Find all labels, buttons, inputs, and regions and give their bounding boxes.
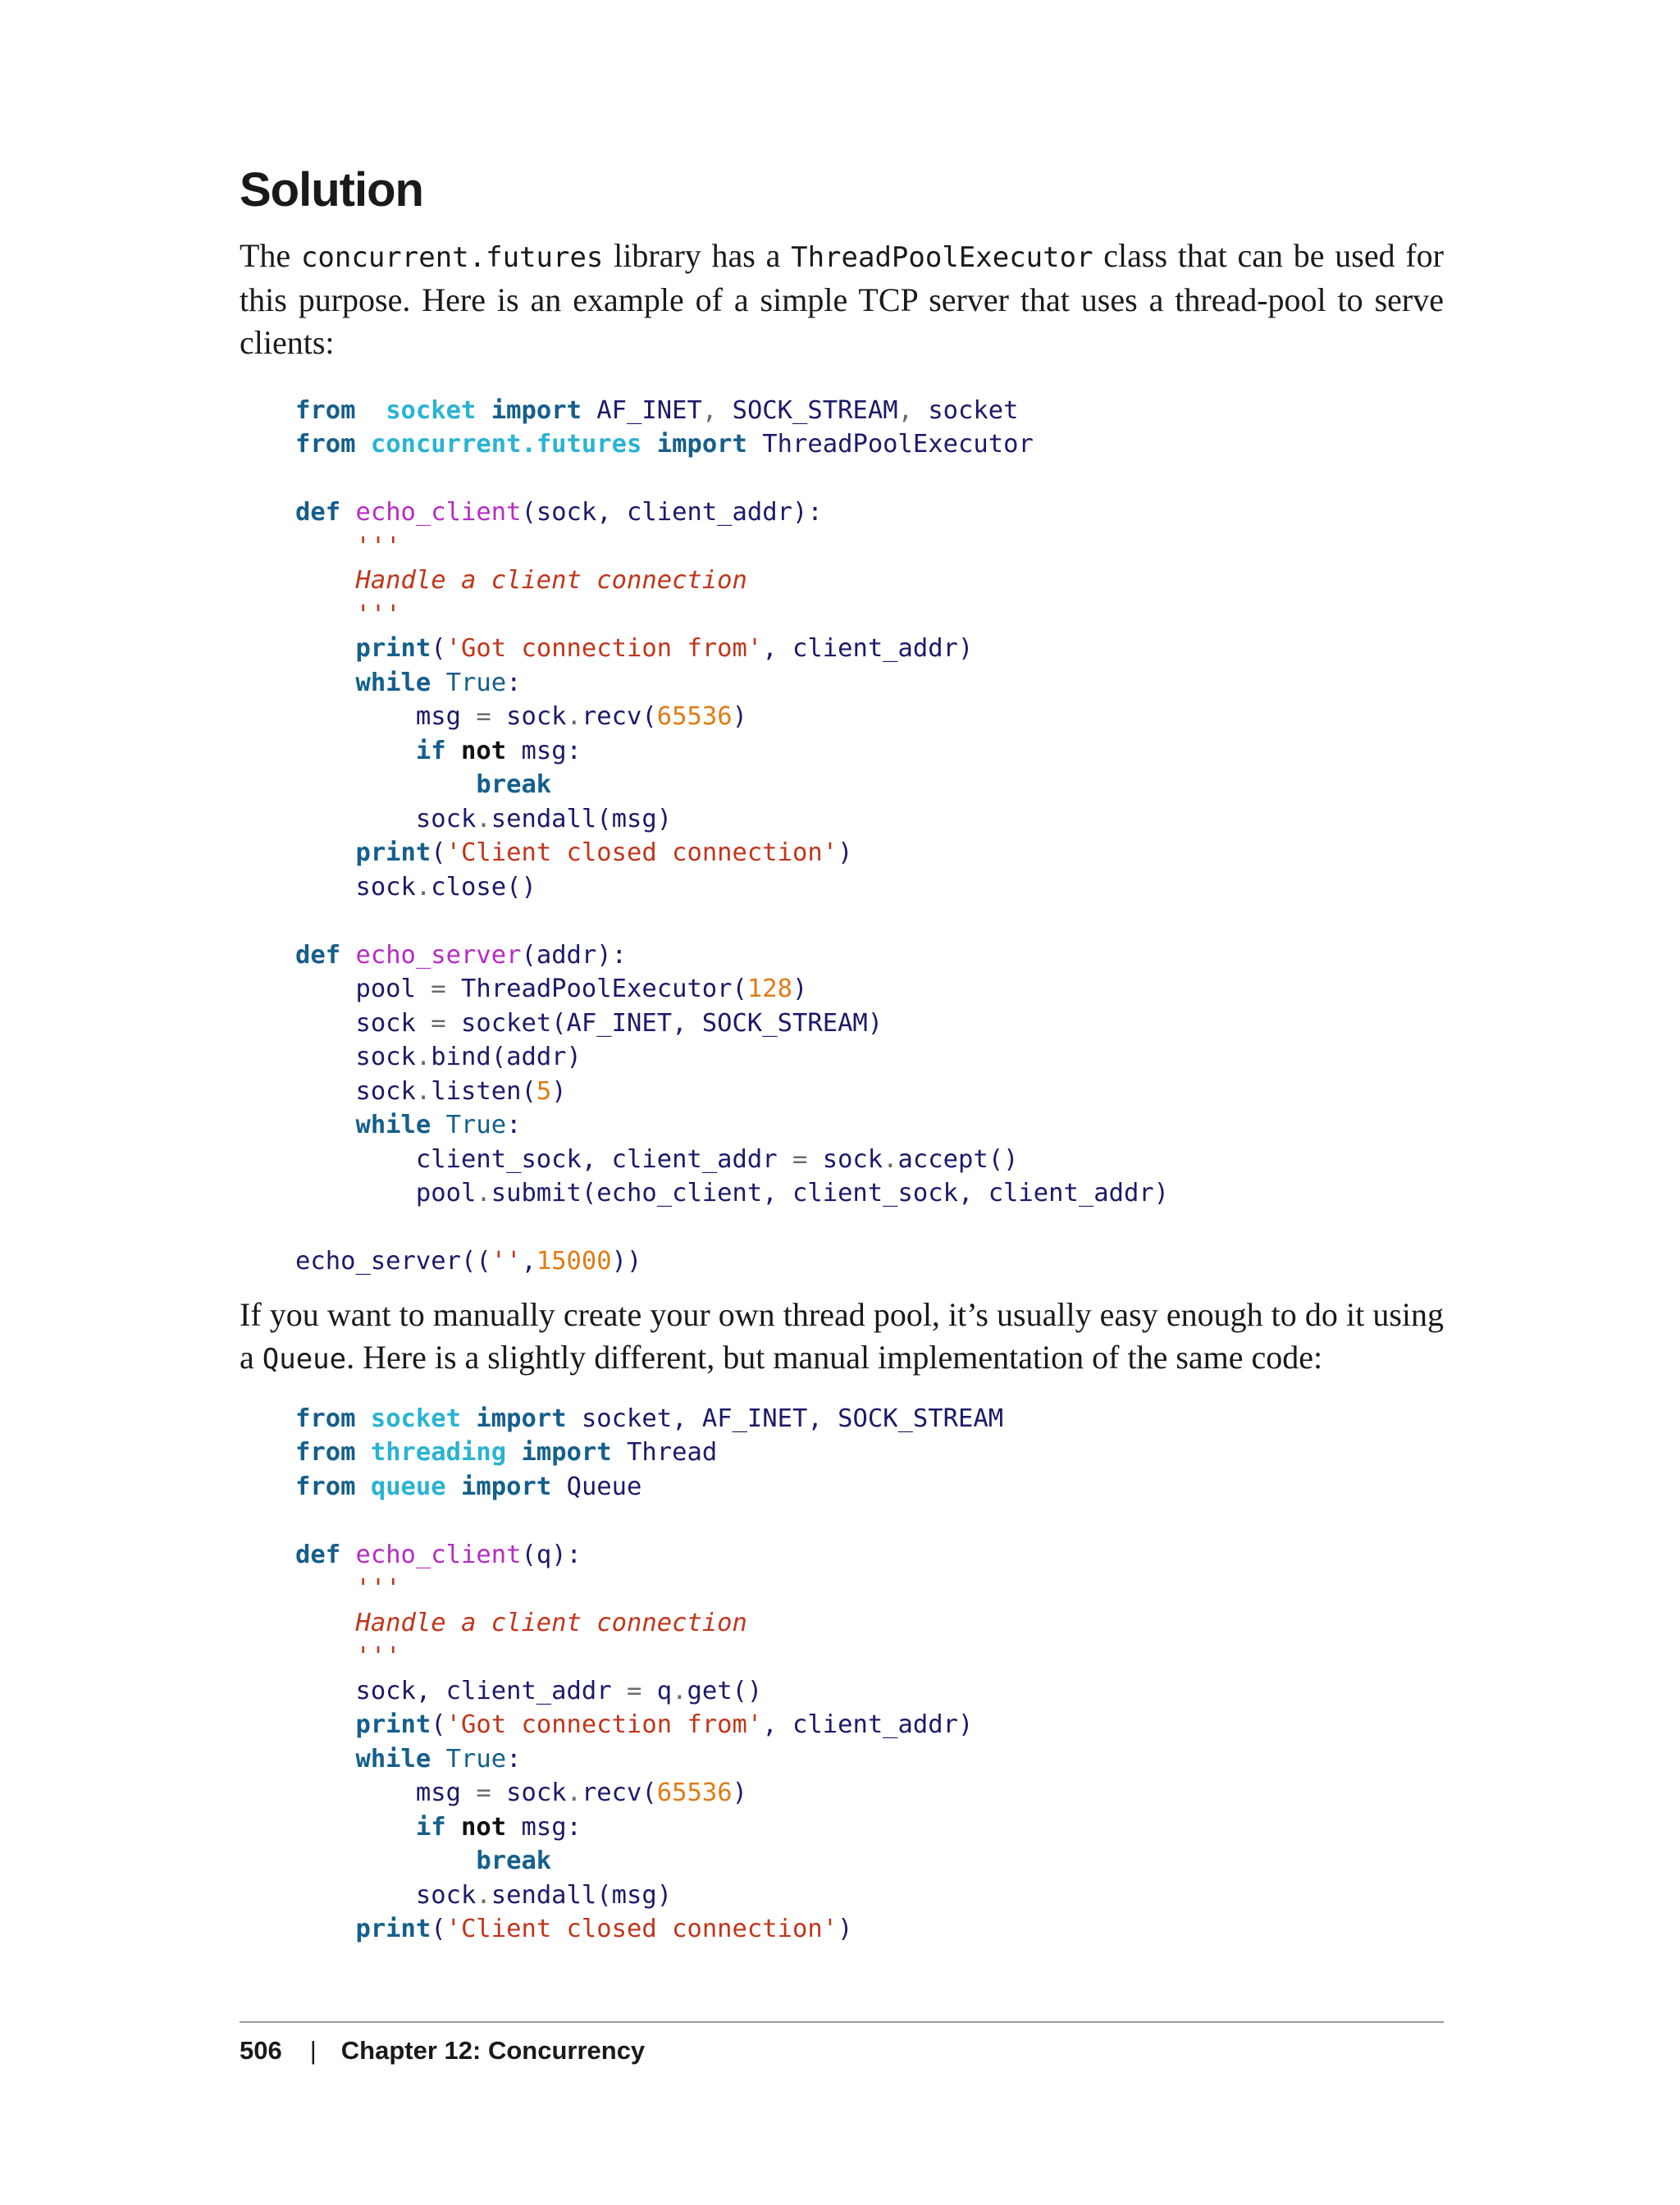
code-token: ''' xyxy=(355,600,401,629)
code-token: SOCK_STREAM xyxy=(717,395,898,425)
code-token: from xyxy=(295,395,356,425)
code-token: socket xyxy=(370,1404,462,1433)
code-token: True xyxy=(445,1744,507,1774)
code-token: from xyxy=(295,430,356,459)
code-token: print xyxy=(355,634,431,664)
code-token: socket xyxy=(912,395,1019,425)
code-token: threading xyxy=(370,1438,507,1468)
code-token: sock xyxy=(295,872,416,902)
code-token: from xyxy=(295,1472,356,1501)
code-token xyxy=(355,1404,370,1433)
code-token: Handle a client connection xyxy=(355,566,747,596)
code-token xyxy=(340,498,355,527)
code-line xyxy=(295,1541,582,1569)
code-token: , xyxy=(701,395,718,425)
code-token: msg xyxy=(295,1778,477,1808)
code-token: queue xyxy=(370,1472,446,1501)
code-token: socket xyxy=(386,395,477,425)
code-token: from xyxy=(295,1438,356,1468)
code-token: = xyxy=(476,702,491,732)
code-token: pool xyxy=(295,975,431,1004)
code-line xyxy=(295,1915,852,1943)
code-token: print xyxy=(355,838,431,868)
code-token: listen( xyxy=(431,1076,536,1106)
code-line xyxy=(295,1847,551,1875)
code-token: import xyxy=(476,1404,567,1433)
code-line xyxy=(295,770,551,799)
code-token: . xyxy=(415,1076,431,1106)
code-token xyxy=(340,941,355,970)
code-token: ) xyxy=(732,702,747,732)
code-token: bind(addr) xyxy=(431,1043,582,1072)
page-footer xyxy=(240,2021,1444,2066)
code-token: pool xyxy=(295,1179,477,1208)
code-token: Queue xyxy=(551,1472,642,1501)
code-token: recv( xyxy=(581,1778,657,1808)
code-token: print xyxy=(355,1710,431,1740)
code-token: 15000 xyxy=(536,1247,612,1276)
footer-separator: | xyxy=(309,2036,317,2065)
code-line xyxy=(295,498,823,527)
code-token: . xyxy=(415,872,431,902)
code-token: . xyxy=(476,804,491,833)
section-heading: Solution xyxy=(240,163,423,217)
code-line xyxy=(295,1179,1169,1208)
code-token: msg: xyxy=(506,1812,582,1842)
code-token: Handle a client connection xyxy=(355,1608,747,1637)
code-line xyxy=(295,1677,762,1705)
code-token: = xyxy=(431,975,446,1004)
page-content xyxy=(240,164,1444,1947)
footer-rule xyxy=(240,2021,1444,2023)
code-token: 128 xyxy=(746,975,792,1004)
code-token: not xyxy=(461,736,507,765)
code-token: if xyxy=(415,736,446,765)
code-token: sock, client_addr xyxy=(295,1676,627,1705)
code-token: ) xyxy=(792,975,808,1004)
code-line xyxy=(295,1145,1018,1174)
code-line xyxy=(295,838,852,867)
code-token: . xyxy=(415,1043,431,1072)
intro-paragraph xyxy=(240,235,1444,364)
code-token xyxy=(446,1472,461,1501)
code-token: def xyxy=(295,1540,341,1569)
para-text: The xyxy=(240,236,301,274)
code-token: sock xyxy=(295,1076,416,1106)
code-token: ThreadPoolExecutor( xyxy=(445,975,747,1004)
code-token: . xyxy=(883,1144,898,1174)
code-token: AF_INET xyxy=(581,395,702,425)
code-line xyxy=(295,396,1019,425)
code-token xyxy=(295,1642,355,1671)
code-line xyxy=(295,566,747,595)
code-token: while xyxy=(355,1111,431,1140)
code-token: sock xyxy=(491,1778,567,1808)
code-token: '' xyxy=(491,1247,522,1276)
code-line xyxy=(295,600,401,629)
code-token: ) xyxy=(838,838,853,868)
code-line xyxy=(295,873,536,902)
code-token: sock xyxy=(295,1880,477,1910)
code-token: = xyxy=(792,1144,808,1174)
code-line xyxy=(295,532,401,561)
code-line xyxy=(295,1077,567,1106)
code-token xyxy=(295,1847,476,1875)
code-token: . xyxy=(566,702,582,732)
code-line xyxy=(295,1813,582,1842)
code-line xyxy=(295,702,747,731)
code-token: from xyxy=(295,1404,356,1433)
code-token: echo_client xyxy=(355,1540,522,1569)
code-token: client_sock, client_addr xyxy=(295,1144,792,1174)
code-token: import xyxy=(461,1472,552,1501)
code-token xyxy=(295,1745,355,1774)
code-token: 5 xyxy=(536,1076,552,1106)
code-line xyxy=(295,430,1034,459)
code-token: ThreadPoolExecutor xyxy=(746,430,1034,459)
code-token: (addr): xyxy=(521,940,628,970)
code-token xyxy=(355,396,386,425)
code-token: ( xyxy=(431,634,446,664)
code-line xyxy=(295,1574,401,1603)
code-token xyxy=(295,566,355,595)
code-line xyxy=(295,1111,521,1139)
code-token xyxy=(446,1813,461,1842)
code-token: msg: xyxy=(506,736,582,765)
code-token: . xyxy=(476,1880,491,1910)
code-token: = xyxy=(626,1676,642,1705)
code-line xyxy=(295,975,807,1003)
code-token: , xyxy=(897,395,913,425)
code-line xyxy=(295,1472,641,1501)
code-token xyxy=(295,600,355,629)
code-token: True xyxy=(445,668,507,697)
code-token: get() xyxy=(687,1676,763,1705)
code-token xyxy=(295,1609,355,1637)
code-token: echo_server(( xyxy=(295,1247,491,1276)
code-token: sock xyxy=(295,1043,416,1072)
code-block-queue xyxy=(240,1402,1444,1947)
code-token xyxy=(295,634,355,663)
code-token: ( xyxy=(431,1915,446,1944)
code-token: ''' xyxy=(355,532,401,561)
code-token xyxy=(641,430,656,459)
code-token xyxy=(295,1574,355,1603)
code-line xyxy=(295,1778,747,1807)
code-token: not xyxy=(461,1812,507,1842)
code-token xyxy=(295,1813,416,1842)
code-token: , client_addr) xyxy=(762,1710,974,1740)
code-token: import xyxy=(521,1438,612,1468)
code-token: 'Got connection from' xyxy=(445,634,763,664)
code-token: concurrent.futures xyxy=(370,430,642,459)
code-token: = xyxy=(476,1778,491,1808)
code-token xyxy=(461,1404,476,1433)
code-token: 'Client closed connection' xyxy=(445,1915,838,1944)
code-line xyxy=(295,1642,401,1671)
code-line xyxy=(295,1247,641,1276)
para-text: . Here is a slightly different, but manual implementation of the same code: xyxy=(346,1338,1323,1376)
code-token: import xyxy=(656,430,747,459)
code-token: sock xyxy=(295,1008,431,1038)
code-token: while xyxy=(355,1744,431,1774)
code-token: break xyxy=(476,770,552,800)
code-line xyxy=(295,669,521,697)
code-token: ( xyxy=(431,1710,446,1740)
code-token: True xyxy=(445,1111,507,1140)
code-token: ) xyxy=(838,1915,853,1944)
inline-code: Queue xyxy=(262,1342,347,1376)
code-token: , client_addr) xyxy=(762,634,974,664)
code-token: print xyxy=(355,1915,431,1944)
manual-pool-paragraph xyxy=(240,1294,1444,1381)
code-token xyxy=(295,669,355,697)
code-line xyxy=(295,941,627,970)
code-line xyxy=(295,1404,1003,1433)
code-token: def xyxy=(295,498,341,527)
code-token: . xyxy=(476,1179,491,1208)
code-token xyxy=(295,838,355,867)
code-token: sock xyxy=(295,804,477,833)
code-token xyxy=(295,532,355,561)
para-text: library has a xyxy=(603,236,792,274)
inline-code: ThreadPoolExecutor xyxy=(791,240,1093,274)
code-token: close() xyxy=(431,872,536,902)
code-token: ( xyxy=(431,838,446,868)
code-token xyxy=(431,1745,445,1774)
code-token: echo_server xyxy=(355,940,522,970)
code-line xyxy=(295,1881,672,1910)
code-token: 'Client closed connection' xyxy=(445,838,838,868)
code-token: : xyxy=(506,1111,522,1140)
code-token: q xyxy=(641,1676,673,1705)
code-line xyxy=(295,1043,582,1071)
code-token xyxy=(295,1710,355,1739)
code-token: = xyxy=(431,1008,446,1038)
code-token: msg xyxy=(295,702,477,732)
code-token: echo_client xyxy=(355,498,522,527)
para-text: If you want to manually create your own thread pool, it’s usually easy enough to do it using a xyxy=(240,1295,1444,1376)
code-token xyxy=(355,430,370,459)
code-line xyxy=(295,634,973,663)
inline-code: concurrent.futures xyxy=(300,240,604,274)
code-token: ''' xyxy=(355,1642,401,1672)
code-token: ''' xyxy=(355,1574,401,1604)
code-token xyxy=(295,770,476,799)
code-token: if xyxy=(415,1812,446,1842)
code-block-threadpool xyxy=(240,394,1444,1279)
code-token xyxy=(340,1541,355,1569)
code-token: def xyxy=(295,940,341,970)
footer-text xyxy=(240,2036,1444,2066)
code-token: sock xyxy=(807,1144,883,1174)
code-token xyxy=(295,737,416,765)
para-text: class that can be used for this purpose. Here is an example of a simple TCP server that uses a thread-pool to serve clients: xyxy=(240,236,1444,361)
code-token: break xyxy=(476,1847,552,1876)
code-token: : xyxy=(506,1744,522,1774)
code-token: : xyxy=(506,668,522,697)
code-token xyxy=(476,396,491,425)
code-line xyxy=(295,1438,717,1467)
code-token: while xyxy=(355,668,431,697)
code-token xyxy=(355,1438,370,1467)
code-token: (sock, client_addr): xyxy=(521,498,823,527)
code-token: 'Got connection from' xyxy=(445,1710,763,1740)
code-token: ) xyxy=(732,1778,747,1808)
code-token xyxy=(446,737,461,765)
code-token: sock xyxy=(491,702,567,732)
chapter-title: Chapter 12: Concurrency xyxy=(340,2036,646,2065)
code-token: sendall(msg) xyxy=(491,1880,673,1910)
code-token: socket(AF_INET, SOCK_STREAM) xyxy=(445,1008,883,1038)
code-line xyxy=(295,737,582,765)
code-token xyxy=(295,1111,355,1139)
code-line xyxy=(295,1710,973,1739)
code-token xyxy=(295,1915,355,1943)
code-token: ) xyxy=(551,1076,567,1106)
code-token: accept() xyxy=(897,1144,1019,1174)
code-token: . xyxy=(672,1676,687,1705)
code-token: submit(echo_client, client_sock, client_addr) xyxy=(491,1179,1170,1208)
code-line xyxy=(295,1609,747,1637)
code-token xyxy=(431,1111,445,1139)
code-token: sendall(msg) xyxy=(491,804,673,833)
code-line xyxy=(295,805,672,833)
code-token xyxy=(431,669,445,697)
code-token xyxy=(355,1472,370,1501)
page-number: 506 xyxy=(240,2036,282,2065)
code-token: import xyxy=(491,395,582,425)
code-token: (q): xyxy=(521,1540,582,1569)
code-token: socket, AF_INET, SOCK_STREAM xyxy=(566,1404,1004,1433)
code-token xyxy=(506,1438,521,1467)
code-token: 65536 xyxy=(656,702,733,732)
code-token: 65536 xyxy=(656,1778,733,1808)
code-token: . xyxy=(566,1778,582,1808)
code-token: , xyxy=(521,1247,536,1276)
code-token: recv( xyxy=(581,702,657,732)
code-line xyxy=(295,1009,883,1038)
code-token: )) xyxy=(611,1247,642,1276)
code-line xyxy=(295,1745,521,1774)
code-token: Thread xyxy=(611,1438,718,1468)
